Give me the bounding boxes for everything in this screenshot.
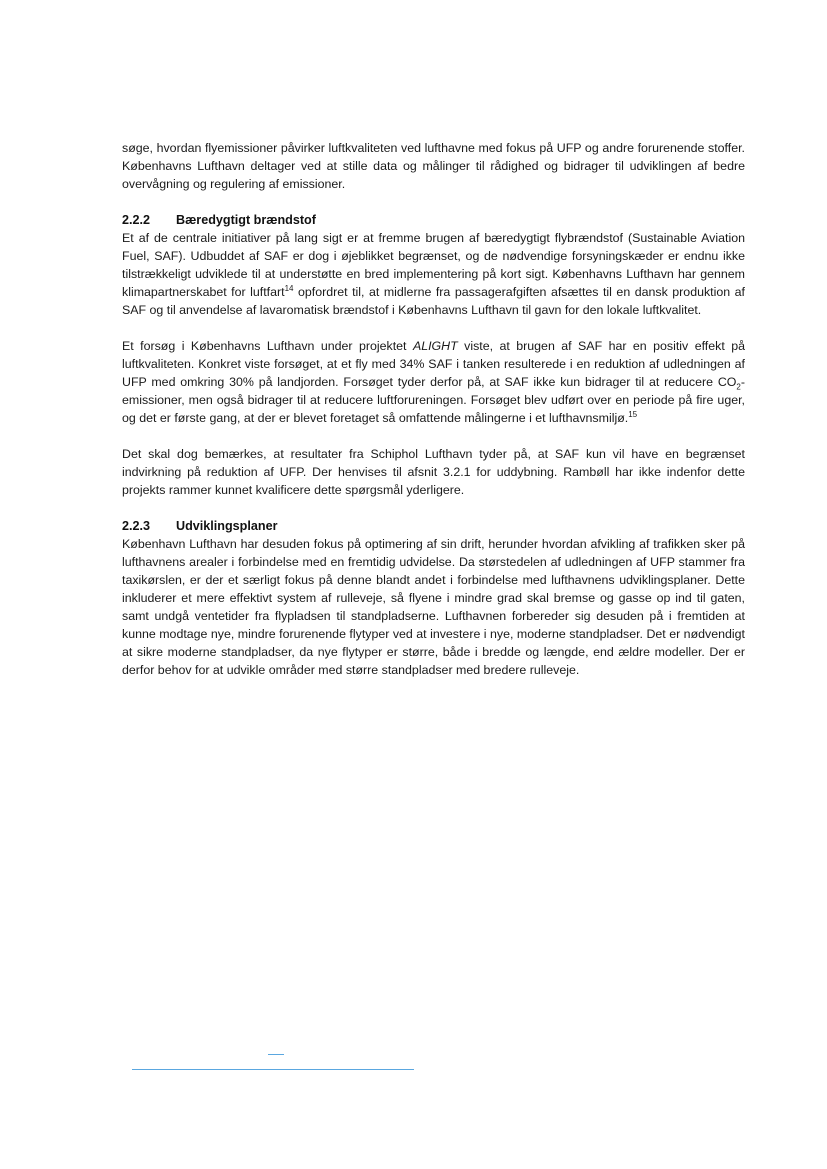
section-number: 2.2.2: [122, 213, 151, 227]
footnote-ref-14[interactable]: 14: [284, 283, 294, 293]
section-title: Bæredygtigt brændstof: [176, 213, 316, 227]
text-run: viste, at brugen af SAF har en positiv effekt på luftkvaliteten. Konkret viste forsøget, at et fly med 34% SAF i tanken resulterede i en reduktion af udledningen af UFP med omkring 30% på landjorden. Forsøget tyder derfor på, at SAF ikke kun bidrager til at reducere CO: [122, 339, 745, 389]
intro-paragraph: søge, hvordan flyemissioner påvirker luftkvaliteten ved lufthavne med fokus på UFP og andre forurenende stoffer. Københavns Lufthavn deltager ved at stille data og målinger til rådighed og bidrager til udviklingen af bedre overvågning og regulering af emissioner.: [122, 141, 745, 191]
text-run: Et forsøg i Københavns Lufthavn under projektet: [122, 339, 413, 353]
footnote-ref-15[interactable]: 15: [628, 409, 638, 419]
footnote-link-underline[interactable]: [268, 1054, 284, 1055]
text-run: -emissioner, men også bidrager til at reducere luftforureningen. Forsøget blev udført over en periode på fire uger, og det er første gang, at der er blevet foretaget så omfattende målingerne i et lufthavnsmiljø.: [122, 375, 745, 425]
footnote-separator: [132, 1069, 414, 1070]
section-number: 2.2.3: [122, 519, 151, 533]
paragraph-schiphol: Det skal dog bemærkes, at resultater fra Schiphol Lufthavn tyder på, at SAF kun vil have en begrænset indvirkning på reduktion af UFP. Der henvises til afsnit 3.2.1 for uddybning. Rambøll har ikke indenfor dette projekts rammer kunnet kvalificere dette spørgsmål yderligere.: [122, 447, 745, 497]
project-name: ALIGHT: [412, 339, 458, 353]
paragraph-saf-intro: [122, 229, 745, 319]
text-run: Et af de centrale initiativer på lang sigt er at fremme brugen af bæredygtigt flybrændstof (Sustainable Aviation Fuel, SAF). Udbuddet af SAF er dog i øjeblikket begrænset, og de nødvendige forsyningskæder er endnu ikke tilstrækkeligt udviklede til at understøtte en bred implementering på kort sigt. Københavns Lufthavn har gennem klimapartnerskabet for luftfart: [122, 231, 745, 299]
paragraph-development-plans: København Lufthavn har desuden fokus på optimering af sin drift, herunder hvordan afvikling af trafikken sker på lufthavnens arealer i forbindelse med en fremtidig udvidelse. Da størstedelen af udledningen af UFP stammer fra taxikørslen, er der et særligt fokus på denne blandt andet i forbindelse med lufthavnens udviklingsplaner. Dette inkluderer et mere effektivt system af rulleveje, så flyene i mindre grad skal bremse og gasse op ind til gaten, samt undgå ventetider fra flypladsen til standpladserne. Lufthavnen forbereder sig desuden på i fremtiden at kunne modtage nye, mindre forurenende flytyper ved at investere i nye, moderne standpladser. Det er nødvendigt at sikre moderne standpladser, da nye flytyper er større, både i bredde og længde, end ældre modeller. Der er derfor behov for at udvikle områder med større standpladser med bredere rulleveje.: [122, 537, 745, 677]
section-title: Udviklingsplaner: [176, 519, 278, 533]
text-run: opfordret til, at midlerne fra passagerafgiften afsættes til en dansk produktion af SAF og til anvendelse af lavaromatisk brændstof i Københavns Lufthavn til gavn for den lokale luftkvalitet.: [122, 285, 745, 317]
document-page: [122, 139, 745, 697]
paragraph-alight: [122, 337, 745, 427]
co2-subscript: 2: [736, 382, 741, 392]
section-heading-2-2-3: [122, 517, 745, 535]
section-heading-2-2-2: [122, 211, 745, 229]
